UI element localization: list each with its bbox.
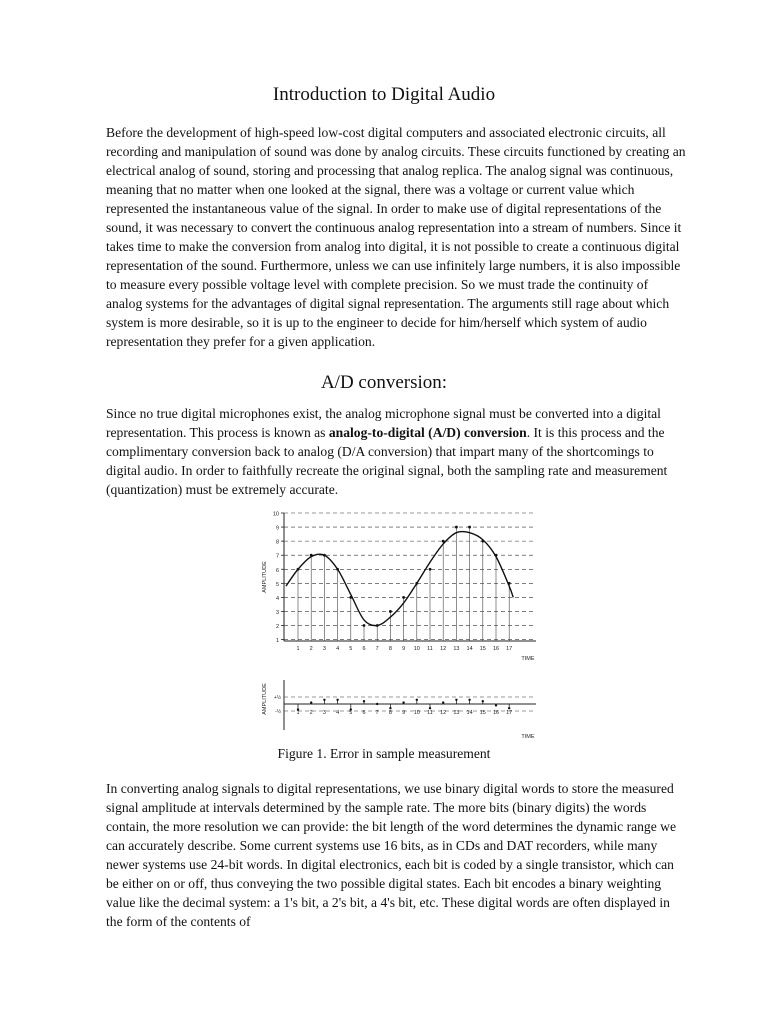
error-point — [468, 699, 470, 701]
sample-point — [455, 526, 458, 529]
y-tick-label: 7 — [275, 553, 279, 560]
y-tick-label: 3 — [275, 609, 279, 616]
error-x-tick-label: 14 — [466, 710, 473, 716]
error-x-tick-label: 13 — [453, 710, 460, 716]
x-tick-label: 12 — [440, 646, 447, 652]
sample-point — [429, 568, 432, 571]
error-x-tick-label: 2 — [309, 710, 313, 716]
sample-point — [323, 554, 326, 557]
error-point — [336, 699, 338, 701]
error-x-tick-label: 6 — [362, 710, 366, 716]
error-x-tick-label: 5 — [349, 710, 353, 716]
error-x-tick-label: 10 — [413, 710, 420, 716]
sample-point — [508, 582, 511, 585]
sample-point — [363, 624, 366, 627]
y-tick-label: 5 — [275, 581, 279, 588]
figure-1 — [256, 505, 546, 740]
error-x-tick-label: 8 — [388, 710, 392, 716]
error-point — [482, 700, 484, 702]
error-x-tick-label: 11 — [427, 710, 433, 716]
y-axis-label: AMPLITUDE — [262, 561, 268, 593]
error-x-tick-label: 15 — [479, 710, 486, 716]
y-tick-label: 9 — [275, 525, 279, 532]
x-tick-label: 15 — [479, 646, 486, 652]
figure-caption: Figure 1. Error in sample measurement — [277, 746, 491, 761]
error-x-tick-label: 9 — [402, 710, 406, 716]
section-text-start: Since no true digital microphones exist, the analog microphone signal must be converted into a digital representation. This process is known as — [106, 406, 661, 440]
sample-point — [389, 610, 392, 613]
y-tick-label: 8 — [275, 539, 279, 546]
closing-paragraph: In converting analog signals to digital representations, we use binary digital words to store the measured signal amplitude at intervals determined by the sample rate. The more bits (binary digits) the words contain, the more resolution we can provide: the bit length of the word determines the dynamic range we can accurately describe. Some current systems use 16 bits, as in CDs and DAT recorders, while many newer systems use 24-bit words. In digital electronics, each bit is coded by a single transistor, which can be either on or off, thus conveying the two possible digital states. Each bit encodes a binary weighting value like the decimal system: a 1's bit, a 2's bit, a 4's bit, etc. These digital words are often displayed in the form of the contents of — [106, 781, 677, 929]
error-point — [402, 701, 404, 703]
sample-point — [349, 596, 352, 599]
intro-paragraph: Before the development of high-speed low-cost digital computers and associated electronic circuits, all recording and manipulation of sound was done by analog circuits. These circuits functioned by creating an electrical analog of sound, storing and processing that analog replica. The analog signal was continuous, meaning that no matter when one looked at the signal, there was a voltage or current value which represented the instantaneous value of the signal. In order to make use of digital representations of the sound, it was necessary to convert the continuous analog representation into a stream of numbers. Since it takes time to make the conversion from analog into digital, it is not possible to create a continuous digital representation of the sound. Furthermore, unless we can use infinitely large numbers, it is also impossible to measure every possible voltage level with complete precision. So we must trade the continuity of analog systems for the advantages of digital signal representation. The arguments still rage about which system is more desirable, so it is up to the engineer to decide for him/herself which system of audio representation they prefer for a given application. — [106, 125, 686, 349]
error-x-tick-label: 4 — [336, 710, 340, 716]
error-y-tick-label: -½ — [275, 709, 281, 715]
error-point — [442, 701, 444, 703]
error-point — [495, 704, 497, 706]
y-tick-label: 6 — [275, 567, 279, 574]
sample-point — [402, 596, 405, 599]
x-tick-label: 11 — [427, 646, 433, 652]
x-tick-label: 13 — [453, 646, 460, 652]
x-tick-label: 17 — [506, 646, 513, 652]
y-tick-label: 10 — [272, 511, 279, 518]
y-tick-label: 2 — [275, 624, 279, 631]
document-title: Introduction to Digital Audio — [272, 84, 496, 105]
error-point — [363, 700, 365, 702]
x-tick-label: 1 — [296, 646, 300, 652]
x-axis-label: TIME — [521, 656, 535, 662]
x-tick-label: 10 — [413, 646, 420, 652]
x-tick-label: 16 — [492, 646, 500, 652]
sample-point — [297, 568, 300, 571]
error-point — [323, 699, 325, 701]
error-x-tick-label: 1 — [296, 710, 300, 716]
sample-point — [310, 554, 313, 557]
error-x-tick-label: 3 — [322, 710, 326, 716]
x-tick-label: 3 — [322, 646, 326, 652]
x-tick-label: 8 — [388, 646, 392, 652]
error-x-tick-label: 7 — [375, 710, 379, 716]
x-tick-label: 14 — [466, 646, 473, 652]
y-tick-label: 1 — [275, 638, 279, 645]
y-tick-label: 4 — [275, 595, 279, 602]
sample-point — [336, 568, 339, 571]
figure-svg — [256, 505, 546, 740]
section-paragraph — [106, 404, 686, 499]
sample-point — [495, 554, 498, 557]
error-x-axis-label: TIME — [521, 734, 535, 740]
x-tick-label: 4 — [336, 646, 340, 652]
error-point — [310, 701, 312, 703]
error-point — [416, 699, 418, 701]
sample-point — [468, 526, 471, 529]
error-y-tick-label: +½ — [273, 695, 281, 701]
x-tick-label: 5 — [349, 646, 353, 652]
error-x-tick-label: 17 — [506, 710, 513, 716]
error-x-tick-label: 16 — [492, 710, 500, 716]
x-tick-label: 2 — [309, 646, 313, 652]
sample-point — [442, 540, 445, 543]
error-point — [455, 699, 457, 701]
error-y-axis-label: AMPLITUDE — [262, 683, 268, 715]
sample-point — [376, 624, 379, 627]
error-x-tick-label: 12 — [440, 710, 447, 716]
section-text-end: . It is this process and the complimentary conversion back to analog (D/A conversion) that impart many of the shortcomings to digital audio. In order to faithfully recreate the original signal, both the sampling rate and measurement (quantization) must be extremely accurate. — [106, 425, 668, 497]
x-tick-label: 9 — [402, 646, 406, 652]
section-heading: A/D conversion: — [320, 372, 448, 393]
x-tick-label: 7 — [375, 646, 379, 652]
sample-point — [415, 582, 418, 585]
error-point — [376, 703, 378, 705]
x-tick-label: 6 — [362, 646, 366, 652]
section-bold-term: analog-to-digital (A/D) conversion — [328, 425, 527, 440]
sample-point — [481, 540, 484, 543]
